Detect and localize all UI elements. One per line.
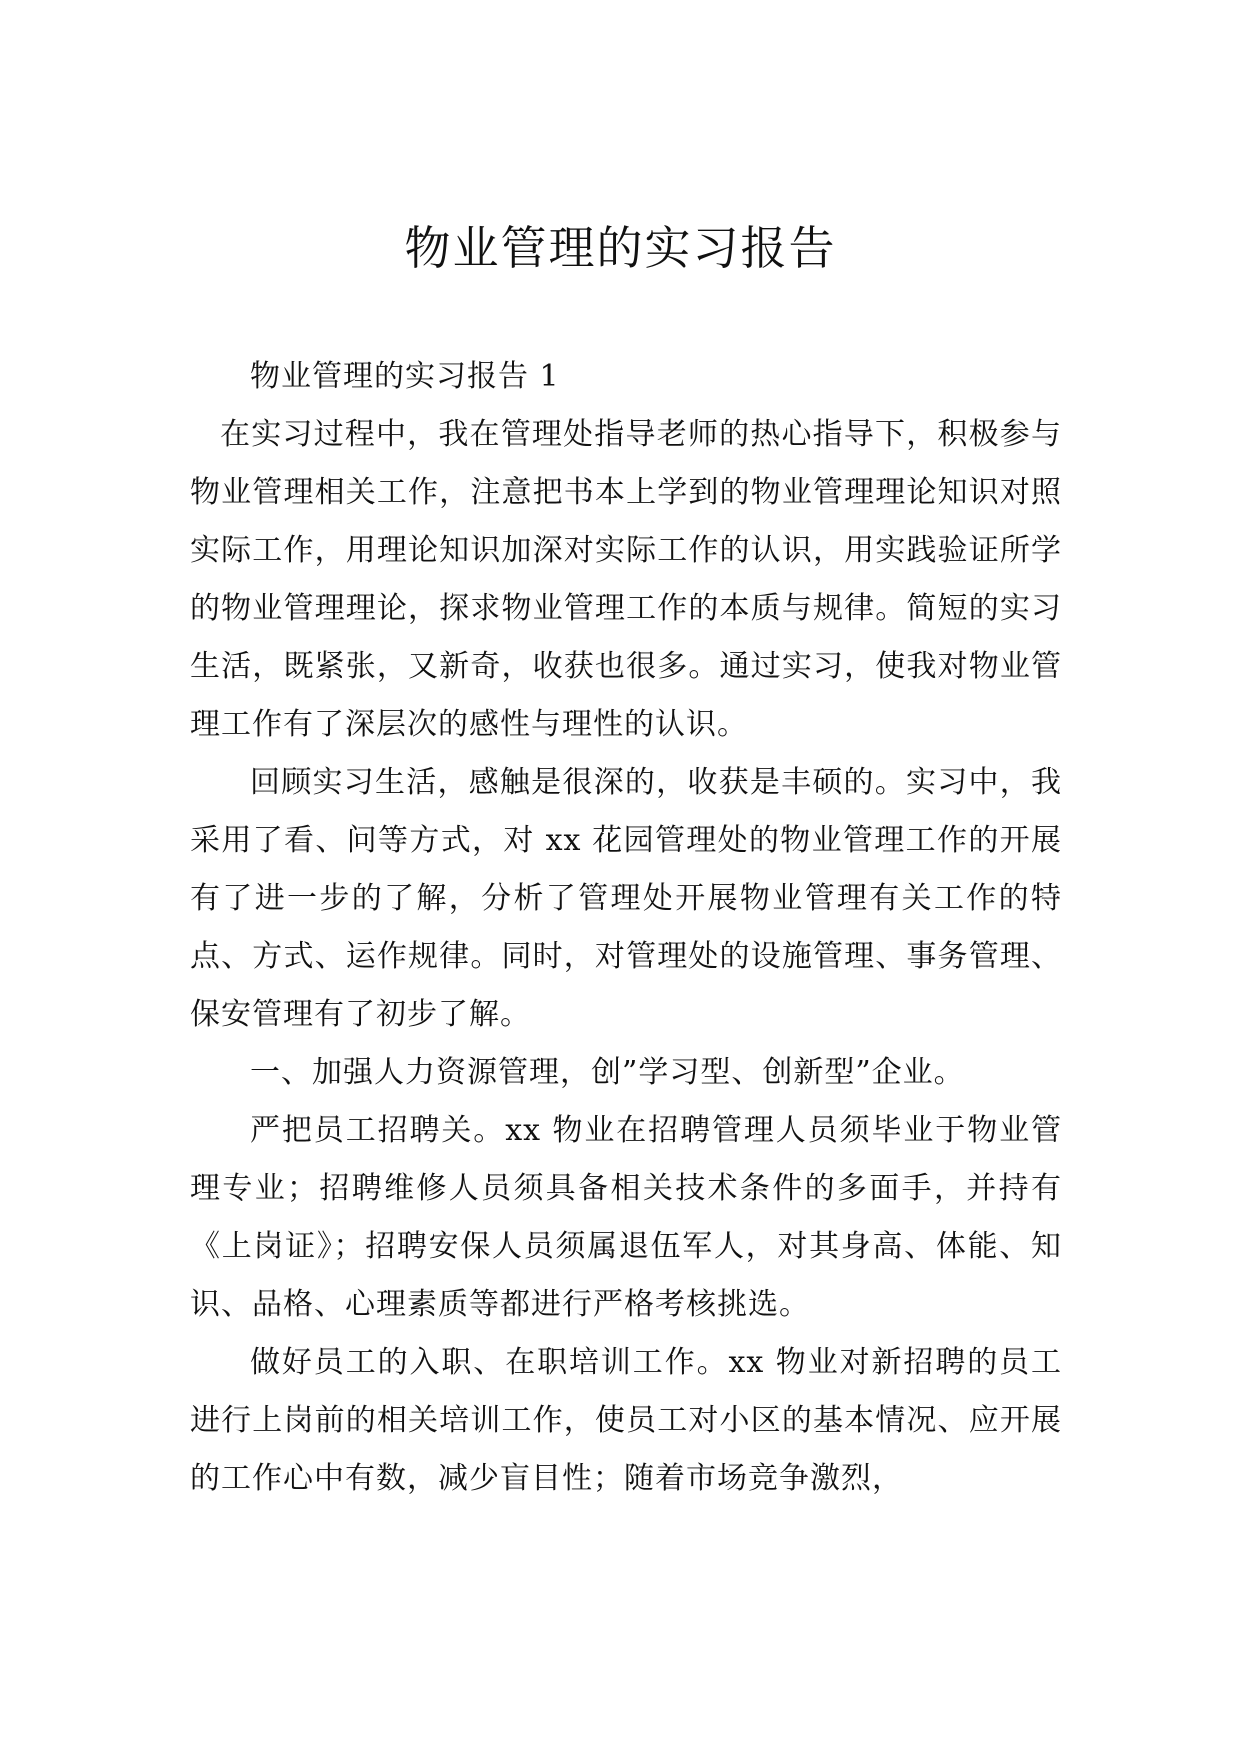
document-title: 物业管理的实习报告 xyxy=(404,221,837,275)
section-heading: 物业管理的实习报告 1 xyxy=(250,359,560,394)
paragraph: 回顾实习生活，感触是很深的，收获是丰硕的。实习中，我采用了看、问等方式，对 xx 花园管理处的物业管理工作的开展有了进一步的了解，分析了管理处开展物业管理有关工作的特点、方式、运作规律。同时，对管理处的设施管理、事务管理、保安管理有了初步了解。 xyxy=(190,765,1062,1032)
paragraph: 严把员工招聘关。xx 物业在招聘管理人员须毕业于物业管理专业；招聘维修人员须具备相关技术条件的多面手，并持有《上岗证》；招聘安保人员须属退伍军人，对其身高、体能、知识、品格、心理素质等都进行严格考核挑选。 xyxy=(190,1113,1062,1322)
paragraph-heading: 一、加强人力资源管理，创”学习型、创新型”企业。 xyxy=(250,1055,965,1090)
paragraph: 在实习过程中，我在管理处指导老师的热心指导下，积极参与物业管理相关工作，注意把书本上学到的物业管理理论知识对照实际工作，用理论知识加深对实际工作的认识，用实践验证所学的物业管理理论，探求物业管理工作的本质与规律。简短的实习生活，既紧张，又新奇，收获也很多。通过实习，使我对物业管理工作有了深层次的感性与理性的认识。 xyxy=(190,417,1062,742)
document-body xyxy=(190,348,1062,1508)
paragraph: 做好员工的入职、在职培训工作。xx 物业对新招聘的员工进行上岗前的相关培训工作，使员工对小区的基本情况、应开展的工作心中有数，减少盲目性；随着市场竞争激烈， xyxy=(190,1345,1062,1496)
